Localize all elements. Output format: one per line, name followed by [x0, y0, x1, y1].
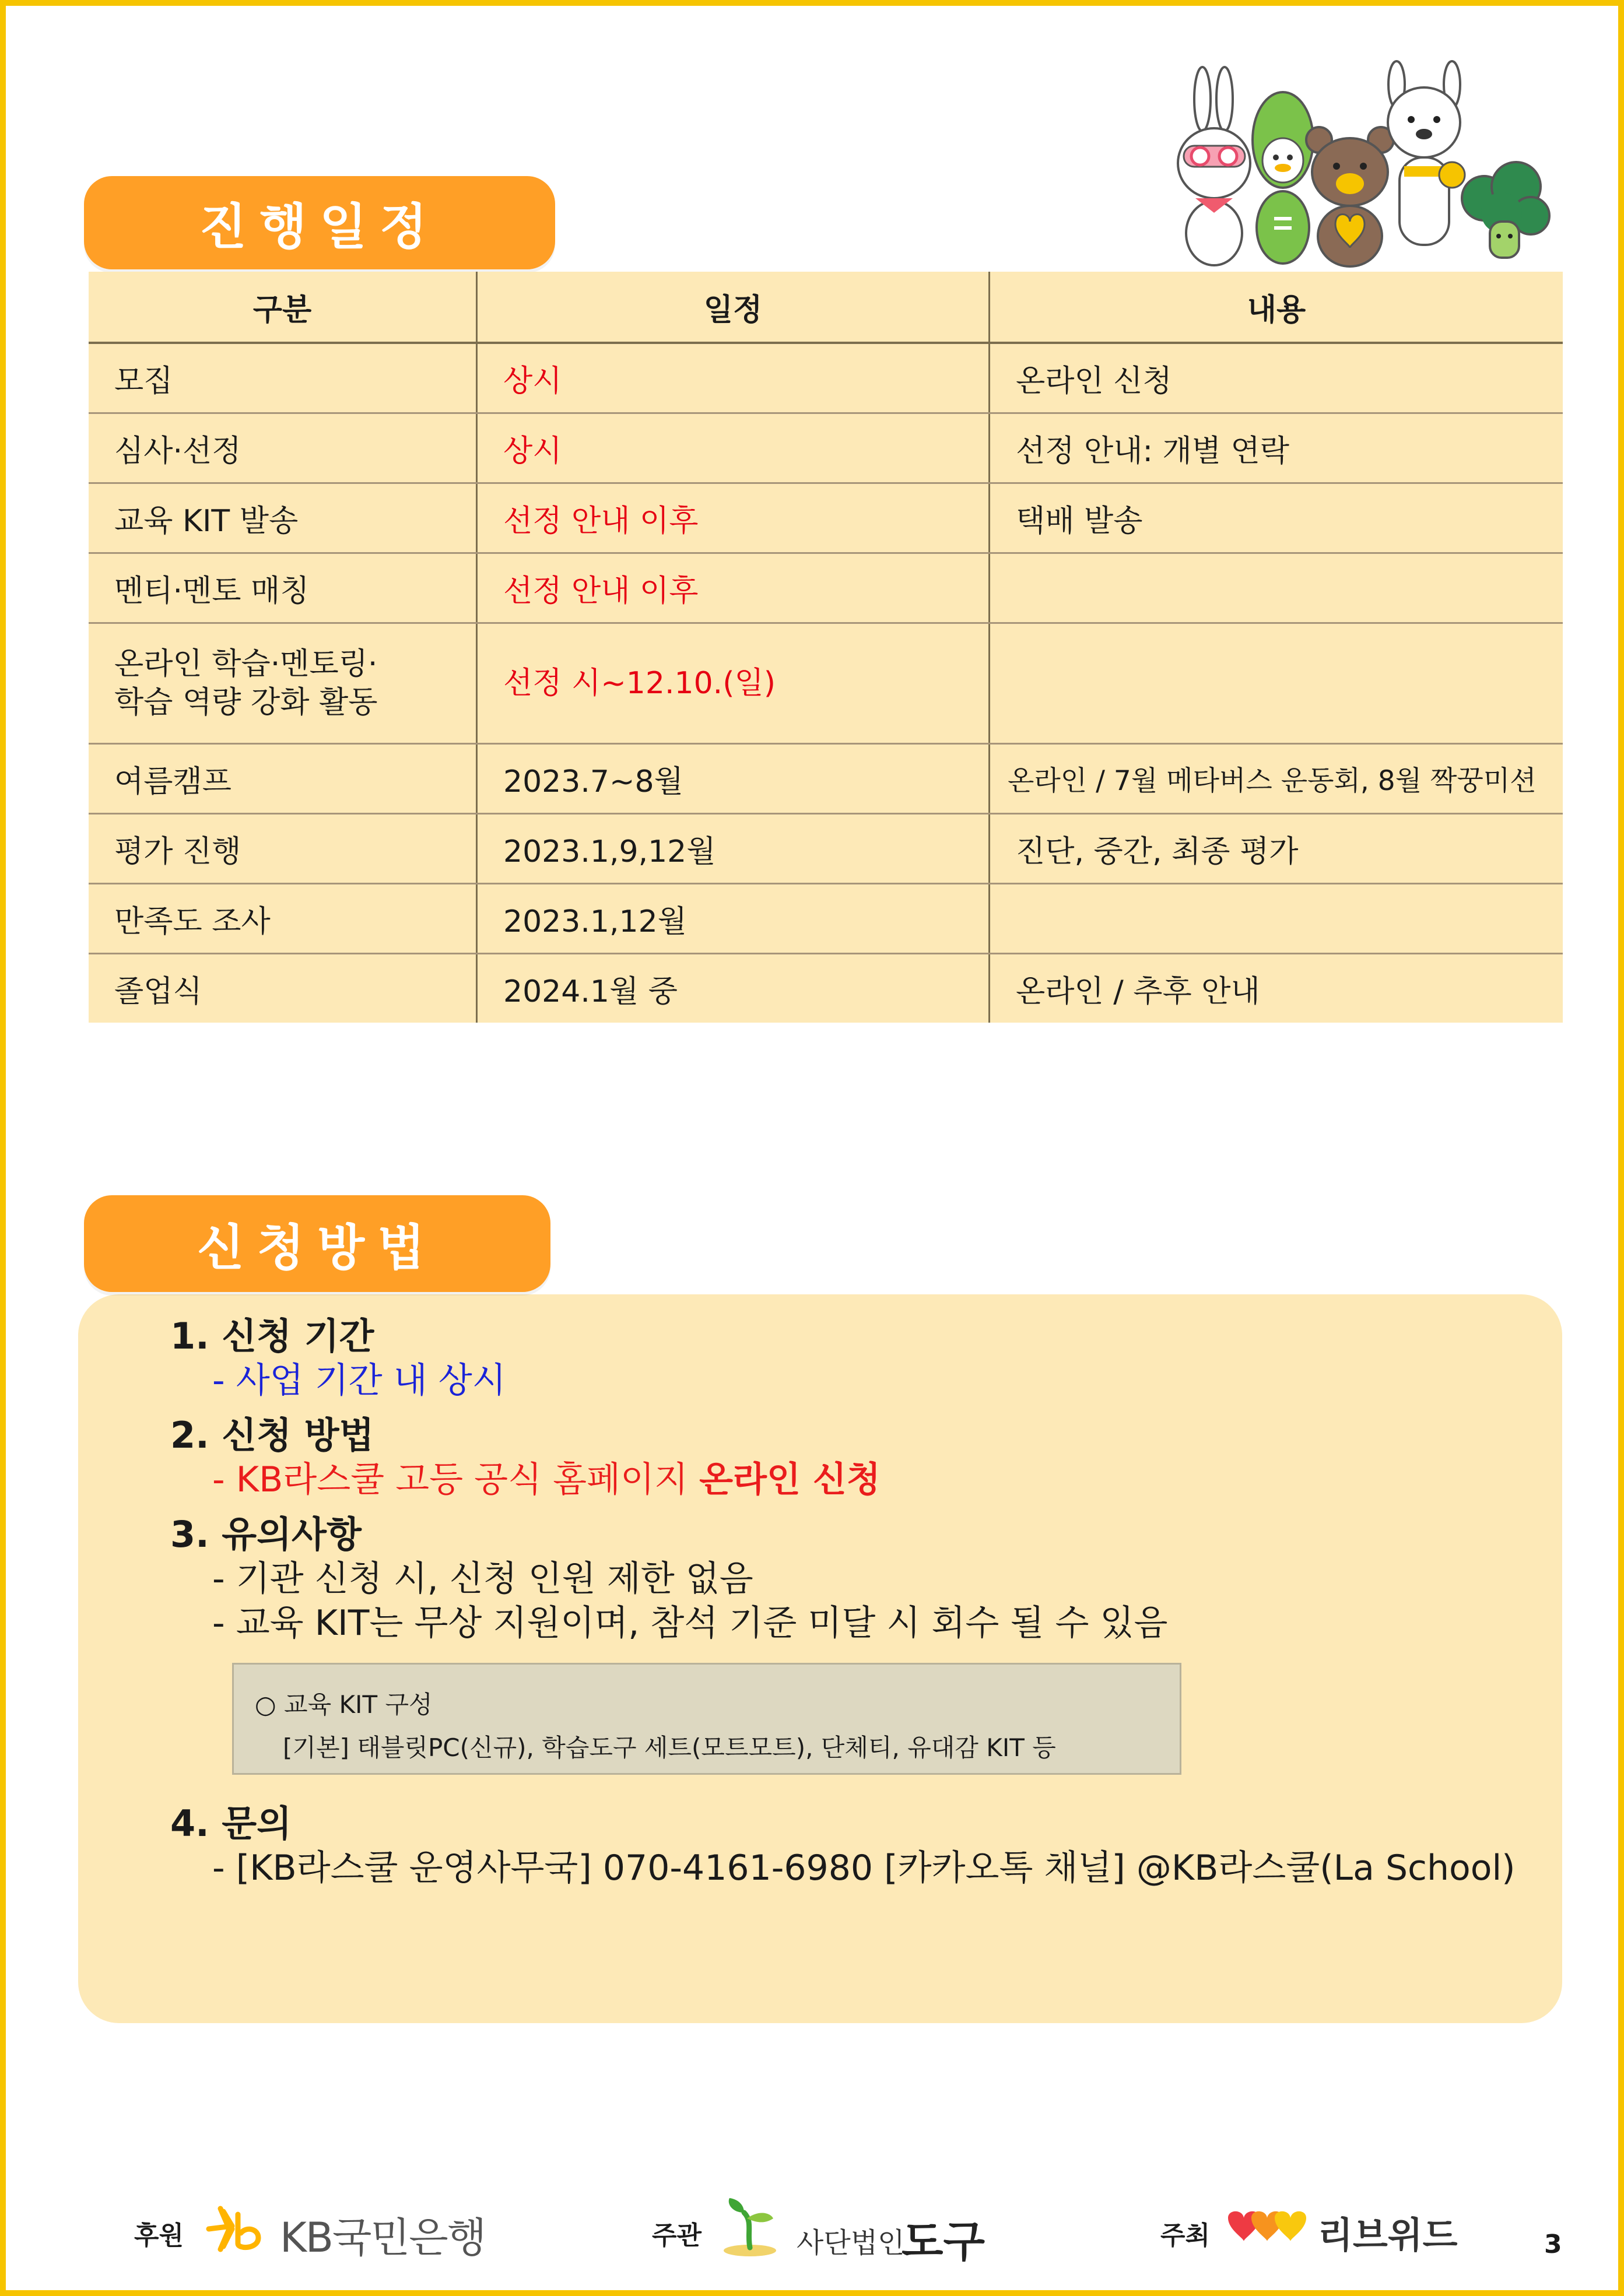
footer-organizer — [652, 2192, 1002, 2267]
row-schedule: 2023.7~8월 — [477, 744, 990, 814]
row-category: 만족도 조사 — [89, 884, 477, 954]
row-category: 평가 진행 — [89, 814, 477, 884]
table-row — [89, 413, 1563, 483]
host-label: 주최 — [1160, 2221, 1211, 2251]
kit-title-line — [255, 1681, 1180, 1729]
schedule-section-title: 진행일정 — [84, 176, 555, 269]
row-category: 교육 KIT 발송 — [89, 483, 477, 553]
kit-detail: [기본] 태블릿PC(신규), 학습도구 세트(모트모트), 단체티, 유대감 KIT 등 — [283, 1733, 1056, 1762]
method-section-title: 신청방법 — [84, 1195, 550, 1292]
table-row — [89, 954, 1563, 1023]
row-category-line1: 온라인 학습·멘토링· — [114, 647, 378, 682]
row-content: 택배 발송 — [990, 483, 1563, 553]
table-row — [89, 623, 1563, 744]
rabbit-mascot — [1178, 67, 1250, 265]
page-number: 3 — [1544, 2230, 1562, 2259]
row-content: 선정 안내: 개별 연락 — [990, 413, 1563, 483]
kit-title: 교육 KIT 구성 — [284, 1690, 433, 1719]
row-category: 심사·선정 — [89, 413, 477, 483]
alpaca-mascot — [1388, 61, 1465, 245]
dinosaur-mascot — [1253, 92, 1313, 264]
schedule-table — [89, 272, 1563, 1023]
row-content: 온라인 / 7월 메타버스 운동회, 8월 짝꿍미션 — [990, 744, 1563, 814]
row-schedule: 선정 시~12.10.(일) — [477, 623, 990, 744]
organizer-name-small: 사단법인 — [797, 2227, 905, 2259]
livewith-heart-logo-icon — [1222, 2206, 1310, 2247]
sponsor-label: 후원 — [134, 2221, 184, 2251]
table-row — [89, 483, 1563, 553]
row-content: 온라인 / 추후 안내 — [1016, 974, 1260, 1009]
bear-mascot — [1306, 127, 1394, 266]
row-content: 온라인 신청 — [990, 343, 1563, 413]
row-content: 진단, 중간, 최종 평가 — [990, 814, 1563, 884]
dogu-sprout-logo-icon — [721, 2192, 779, 2258]
row-content — [990, 884, 1563, 954]
method-item2-detail-emphasis: 온라인 신청 — [699, 1459, 881, 1500]
organizer-name-big: 도구 — [902, 2217, 985, 2267]
row-schedule: 2023.1,12월 — [477, 884, 990, 954]
broccoli-mascot — [1462, 162, 1549, 258]
row-content — [990, 553, 1563, 623]
row-category — [89, 623, 477, 744]
mascot-characters-illustration — [1166, 52, 1551, 268]
kb-star-logo-icon — [203, 2203, 273, 2255]
row-schedule: 선정 안내 이후 — [477, 483, 990, 553]
method-contact — [170, 1802, 1558, 1890]
row-schedule: 2023.1,9,12월 — [477, 814, 990, 884]
row-category-line2: 학습 역량 강화 활동 — [114, 685, 378, 720]
header-category: 구분 — [89, 272, 477, 343]
row-category: 모집 — [89, 343, 477, 413]
row-schedule: 상시 — [477, 413, 990, 483]
row-content — [990, 623, 1563, 744]
header-schedule: 일정 — [477, 272, 990, 343]
method-item3-detail-1: - 기관 신청 시, 신청 인원 제한 없음 — [212, 1558, 753, 1599]
row-category: 멘티·멘토 매칭 — [89, 553, 477, 623]
circle-bullet-icon: ○ — [255, 1690, 276, 1719]
method-item1-title: 1. 신청 기간 — [170, 1315, 374, 1357]
method-item1-detail: - 사업 기간 내 상시 — [212, 1360, 506, 1401]
table-row — [89, 814, 1563, 884]
table-row — [89, 553, 1563, 623]
method-item2-title: 2. 신청 방법 — [170, 1414, 374, 1456]
table-row — [89, 343, 1563, 413]
sponsor-name: KB국민은행 — [280, 2214, 486, 2262]
organizer-label: 주관 — [652, 2221, 702, 2251]
row-schedule: 선정 안내 이후 — [477, 553, 990, 623]
method-item2-detail — [170, 1458, 1558, 1502]
method-item4-title: 4. 문의 — [170, 1802, 292, 1845]
host-name: 리브위드 — [1318, 2214, 1458, 2256]
row-schedule: 상시 — [477, 343, 990, 413]
kit-info-box — [232, 1663, 1181, 1775]
method-item3-title: 3. 유의사항 — [170, 1513, 362, 1556]
row-schedule: 2024.1월 중 — [477, 954, 990, 1023]
method-list — [170, 1314, 1558, 1645]
method-item2-detail-text: - KB라스쿨 고등 공식 홈페이지 — [212, 1459, 700, 1500]
header-content: 내용 — [990, 272, 1563, 343]
footer-host — [1160, 2192, 1487, 2262]
row-category: 여름캠프 — [89, 744, 477, 814]
row-category: 졸업식 — [89, 954, 477, 1023]
footer-sponsor — [134, 2192, 507, 2262]
method-item4-detail: - [KB라스쿨 운영사무국] 070-4161-6980 [카카오톡 채널] @KB라스쿨(La School) — [212, 1848, 1516, 1888]
method-item3-detail-2: - 교육 KIT는 무상 지원이며, 참석 기준 미달 시 회수 될 수 있음 — [212, 1603, 1168, 1644]
table-header-row — [89, 272, 1563, 343]
table-row — [89, 884, 1563, 954]
table-row — [89, 744, 1563, 814]
